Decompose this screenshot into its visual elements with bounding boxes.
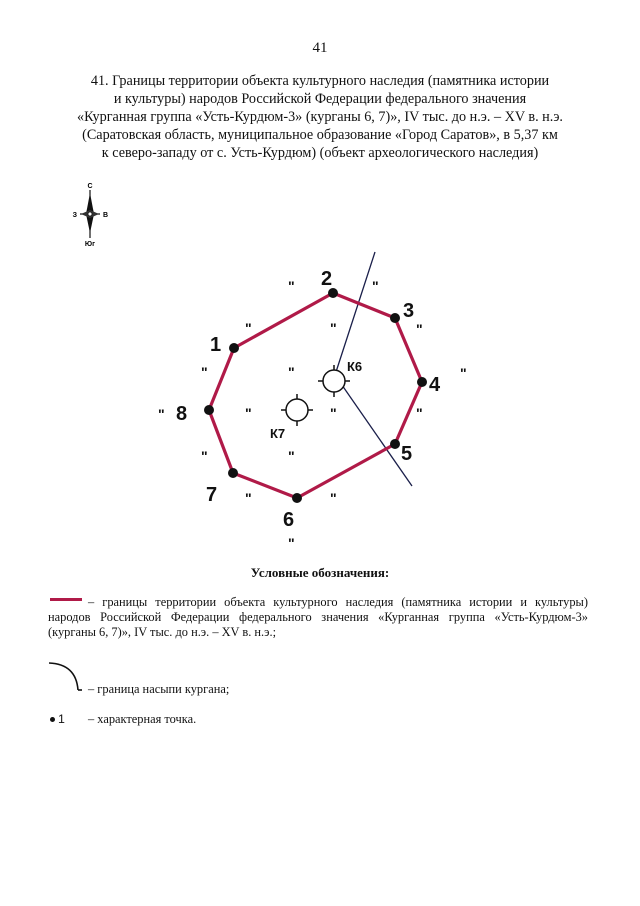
boundary-polygon — [209, 293, 422, 498]
quote-marker: " — [245, 405, 252, 421]
quote-marker: " — [288, 535, 295, 551]
title-line: к северо-западу от с. Усть-Курдюм) (объект археологического наследия) — [101, 145, 539, 161]
quote-marker: " — [330, 320, 337, 336]
point-dot — [204, 405, 214, 415]
legend-title: Условные обозначения: — [250, 565, 390, 580]
page-number: 41 — [312, 40, 328, 56]
point-dot — [292, 493, 302, 503]
quote-marker: " — [288, 448, 295, 464]
legend-mound-label: – граница насыпи кургана; — [88, 682, 230, 696]
legend-point-number: 1 — [58, 712, 65, 726]
title-line: (Саратовская область, муниципальное образование «Город Саратов», в 5,37 км — [82, 127, 558, 143]
reference-line — [335, 252, 375, 375]
quote-marker: " — [416, 321, 423, 337]
legend-point-label: – характерная точка. — [88, 712, 197, 726]
quote-marker: " — [158, 406, 165, 422]
compass-west: З — [72, 212, 77, 219]
point-label: 5 — [401, 443, 413, 465]
mound-k6 — [318, 365, 350, 397]
title-line: «Курганная группа «Усть-Курдюм-3» (курганы 6, 7)», IV тыс. до н.э. – XV в. н.э. — [77, 109, 563, 125]
compass-rose — [73, 183, 108, 248]
point-label: 8 — [176, 403, 188, 425]
mound-k7 — [281, 394, 313, 426]
point-label: 2 — [321, 268, 333, 290]
quote-marker: " — [460, 365, 467, 381]
point-dot — [228, 468, 238, 478]
point-label: 6 — [283, 509, 295, 531]
mound-label: К7 — [270, 426, 286, 441]
point-label: 7 — [206, 484, 218, 506]
point-dot-icon — [50, 717, 55, 722]
legend-boundary-text — [48, 595, 588, 640]
title-line: 41. Границы территории объекта культурного наследия (памятника истории — [90, 73, 550, 89]
quote-marker: " — [372, 278, 379, 294]
point-dot — [390, 439, 400, 449]
quote-marker: " — [330, 490, 337, 506]
legend-mound-text — [48, 682, 588, 697]
legend-boundary-label: – границы территории объекта культурного наследия (памятника истории и культуры) народов Российской Федерации федерального значения «Курганная группа «Усть-Курдюм-3» (курганы 6, 7)», IV тыс. до н.э. – XV в. н.э.; — [48, 595, 588, 639]
quote-marker: " — [245, 320, 252, 336]
quote-marker: " — [245, 490, 252, 506]
point-label: 4 — [429, 374, 441, 396]
compass-south: Юг — [84, 241, 96, 248]
boundary-points — [204, 288, 427, 503]
legend-point-row — [48, 712, 588, 727]
quote-marker: " — [288, 278, 295, 294]
point-dot — [229, 343, 239, 353]
point-dot — [417, 377, 427, 387]
compass-east: В — [103, 212, 109, 219]
point-label: 1 — [210, 334, 222, 356]
point-label: 3 — [403, 300, 415, 322]
quote-marker: " — [330, 405, 337, 421]
quote-marker: " — [288, 364, 295, 380]
title-line: и культуры) народов Российской Федерации федерального значения — [113, 91, 527, 107]
compass-north: С — [87, 183, 93, 190]
quote-marker: " — [201, 448, 208, 464]
point-dot — [390, 313, 400, 323]
quote-marker: " — [201, 364, 208, 380]
mound-label: К6 — [347, 359, 363, 374]
quote-marker: " — [416, 405, 423, 421]
